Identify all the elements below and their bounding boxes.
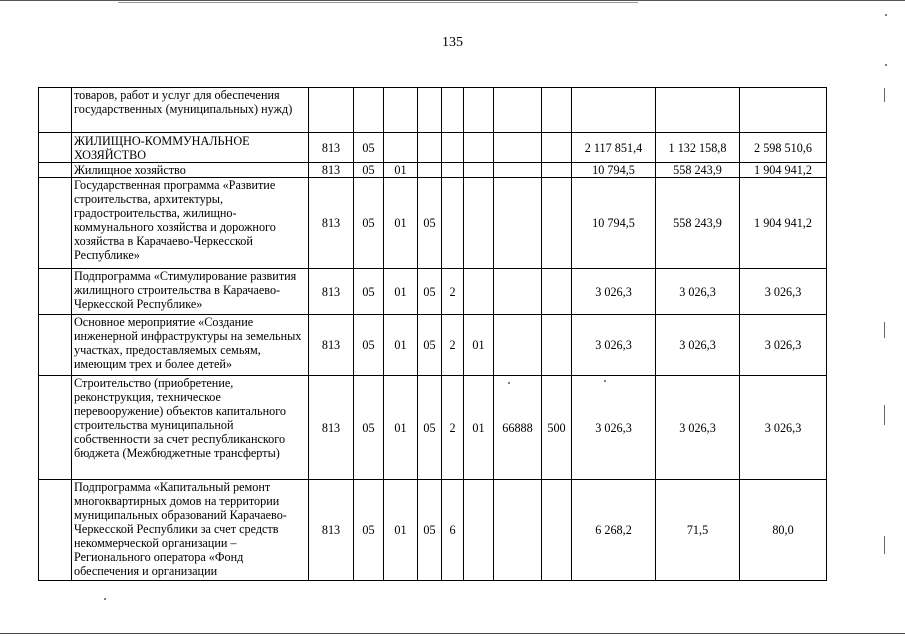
row-name: Строительство (приобретение, реконструкция, техническое перевооружение) объектов капитального строительства муниципальной собственности за счет республиканского бюджета (Межбюджетные трансферты) [72, 376, 309, 480]
row-blank-cell [39, 376, 72, 480]
cell-amount-1: 3 026,3 [572, 315, 656, 376]
cell-ministry: 813 [309, 163, 354, 178]
cell-section: 05 [354, 163, 384, 178]
cell-section: 05 [354, 178, 384, 269]
table-row [39, 178, 827, 269]
row-blank-cell [39, 178, 72, 269]
cell-ministry: 813 [309, 133, 354, 163]
row-blank-cell [39, 480, 72, 581]
table-row [39, 480, 827, 581]
cell-main-activity: 01 [464, 315, 494, 376]
cell-expense-type: 500 [542, 376, 572, 480]
cell-direction [494, 269, 542, 315]
cell-section [354, 88, 384, 133]
cell-amount-1 [572, 88, 656, 133]
row-name: товаров, работ и услуг для обеспечения государственных (муниципальных) нужд) [72, 88, 309, 133]
page-bottom-border [0, 633, 905, 634]
cell-main-activity [464, 88, 494, 133]
cell-subprogram [442, 178, 464, 269]
cell-main-activity [464, 163, 494, 178]
scan-speck [104, 598, 106, 600]
budget-table [38, 87, 827, 581]
scan-margin-mark [884, 322, 885, 338]
cell-direction [494, 88, 542, 133]
cell-amount-1: 3 026,3 [572, 269, 656, 315]
row-blank-cell [39, 133, 72, 163]
row-name: Подпрограмма «Капитальный ремонт многоквартирных домов на территории муниципальных образований Карачаево-Черкесской Республики за счет средств некоммерческой организации – Регионального оператора «Фонд обеспечения и организации [72, 480, 309, 581]
cell-subprogram: 2 [442, 269, 464, 315]
cell-program [418, 133, 442, 163]
cell-program [418, 88, 442, 133]
cell-expense-type [542, 133, 572, 163]
cell-amount-3: 1 904 941,2 [740, 178, 827, 269]
row-name: ЖИЛИЩНО-КОММУНАЛЬНОЕ ХОЗЯЙСТВО [72, 133, 309, 163]
cell-expense-type [542, 178, 572, 269]
cell-ministry: 813 [309, 315, 354, 376]
cell-main-activity: 01 [464, 376, 494, 480]
cell-amount-2: 3 026,3 [656, 269, 740, 315]
cell-direction [494, 178, 542, 269]
cell-amount-3: 3 026,3 [740, 269, 827, 315]
cell-amount-2: 1 132 158,8 [656, 133, 740, 163]
scan-margin-mark [884, 88, 885, 102]
cell-amount-3: 2 598 510,6 [740, 133, 827, 163]
table-row [39, 133, 827, 163]
cell-subprogram [442, 133, 464, 163]
cell-section: 05 [354, 133, 384, 163]
cell-section: 05 [354, 480, 384, 581]
cell-expense-type [542, 269, 572, 315]
row-name: Основное мероприятие «Создание инженерной инфраструктуры на земельных участках, предоставляемых семьям, имеющим трех и более детей» [72, 315, 309, 376]
cell-program [418, 163, 442, 178]
table-row [39, 269, 827, 315]
page-top-border [0, 0, 905, 1]
row-name: Жилищное хозяйство [72, 163, 309, 178]
cell-subsection: 01 [384, 480, 418, 581]
row-blank-cell [39, 88, 72, 133]
cell-subprogram: 2 [442, 315, 464, 376]
cell-section: 05 [354, 376, 384, 480]
cell-program: 05 [418, 480, 442, 581]
table-row [39, 376, 827, 480]
cell-subsection: 01 [384, 376, 418, 480]
cell-direction: 66888 [494, 376, 542, 480]
row-name: Подпрограмма «Стимулирование развития жилищного строительства в Карачаево-Черкесской Республике» [72, 269, 309, 315]
cell-amount-2: 558 243,9 [656, 178, 740, 269]
cell-program: 05 [418, 178, 442, 269]
cell-ministry: 813 [309, 269, 354, 315]
scan-margin-mark [884, 405, 885, 425]
cell-subsection [384, 133, 418, 163]
cell-amount-3 [740, 88, 827, 133]
scan-speck [604, 380, 606, 382]
cell-amount-2: 558 243,9 [656, 163, 740, 178]
cell-amount-3: 1 904 941,2 [740, 163, 827, 178]
scan-speck [885, 64, 887, 66]
cell-amount-2: 3 026,3 [656, 376, 740, 480]
cell-main-activity [464, 269, 494, 315]
cell-amount-2 [656, 88, 740, 133]
cell-subsection: 01 [384, 178, 418, 269]
cell-subsection: 01 [384, 315, 418, 376]
cell-subprogram: 6 [442, 480, 464, 581]
table-row [39, 163, 827, 178]
cell-section: 05 [354, 315, 384, 376]
cell-direction [494, 163, 542, 178]
cell-amount-1: 10 794,5 [572, 178, 656, 269]
cell-main-activity [464, 480, 494, 581]
cell-main-activity [464, 178, 494, 269]
cell-amount-1: 2 117 851,4 [572, 133, 656, 163]
cell-program: 05 [418, 376, 442, 480]
cell-direction [494, 315, 542, 376]
scan-margin-mark [884, 536, 885, 554]
cell-expense-type [542, 88, 572, 133]
cell-ministry: 813 [309, 376, 354, 480]
cell-expense-type [542, 163, 572, 178]
cell-main-activity [464, 133, 494, 163]
cell-amount-3: 3 026,3 [740, 315, 827, 376]
cell-subprogram: 2 [442, 376, 464, 480]
cell-direction [494, 480, 542, 581]
cell-direction [494, 133, 542, 163]
cell-amount-3: 3 026,3 [740, 376, 827, 480]
cell-amount-2: 3 026,3 [656, 315, 740, 376]
cell-amount-1: 3 026,3 [572, 376, 656, 480]
page-top-border-faint [118, 2, 638, 3]
cell-subprogram [442, 163, 464, 178]
cell-ministry: 813 [309, 480, 354, 581]
cell-ministry: 813 [309, 178, 354, 269]
table-row [39, 315, 827, 376]
cell-amount-3: 80,0 [740, 480, 827, 581]
cell-program: 05 [418, 315, 442, 376]
cell-subsection: 01 [384, 163, 418, 178]
row-blank-cell [39, 315, 72, 376]
row-name: Государственная программа «Развитие строительства, архитектуры, градостроительства, жилищно-коммунального хозяйства и дорожного хозяйства в Карачаево-Черкесской Республике» [72, 178, 309, 269]
page-number: 135 [442, 35, 463, 50]
cell-expense-type [542, 315, 572, 376]
cell-expense-type [542, 480, 572, 581]
row-blank-cell [39, 269, 72, 315]
cell-subprogram [442, 88, 464, 133]
scan-speck [885, 14, 887, 16]
cell-amount-2: 71,5 [656, 480, 740, 581]
cell-subsection: 01 [384, 269, 418, 315]
cell-program: 05 [418, 269, 442, 315]
cell-amount-1: 10 794,5 [572, 163, 656, 178]
cell-subsection [384, 88, 418, 133]
row-blank-cell [39, 163, 72, 178]
cell-amount-1: 6 268,2 [572, 480, 656, 581]
cell-ministry [309, 88, 354, 133]
cell-section: 05 [354, 269, 384, 315]
table-row [39, 88, 827, 133]
scan-speck [508, 382, 510, 384]
